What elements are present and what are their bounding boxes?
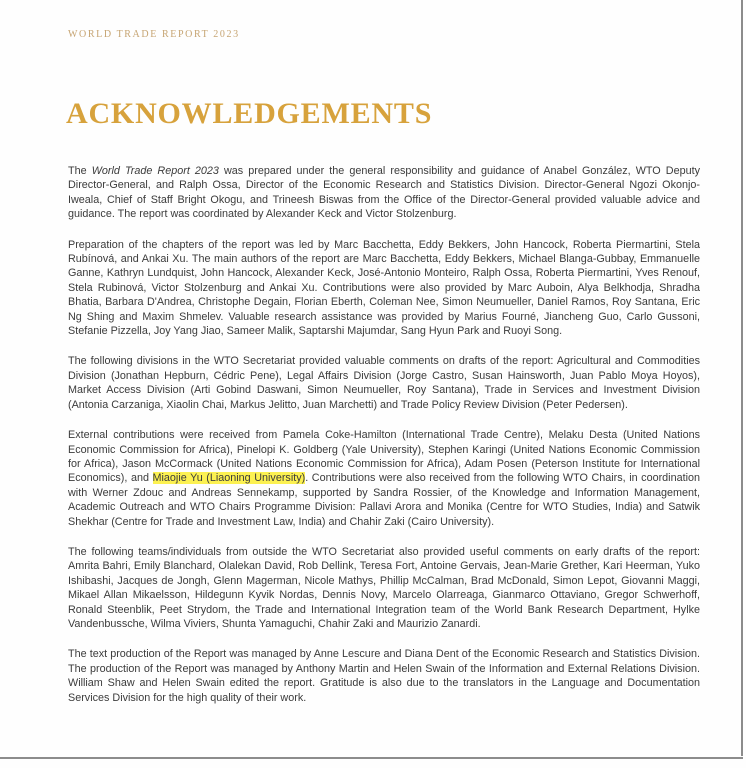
page-edge-right [741,0,743,756]
page-title: ACKNOWLEDGEMENTS [66,97,433,130]
text-segment: The [68,165,92,177]
text-segment: Preparation of the chapters of the report was led by Marc Bacchetta, Eddy Bekkers, John Hancock, Roberta Piermartini, Stela Rubínová, and Ankai Xu. The main authors of the report are Marc Bacchetta, Eddy Bekkers, Michael Blanga-Gubbay, Emmanuelle Ganne, Kathryn Lundquist, John Hancock, Alexander Keck, José-Antonio Monteiro, Ralph Ossa, Roberta Piermartini, Yves Renouf, Stela Rubinová, Victor Stolzenburg and Ankai Xu. Contributions were also provided by Marc Auboin, Alya Belkhodja, Shradha Bhatia, Barbara D'Andrea, Christophe Degain, Florian Eberth, Coleman Nee, Simon Neumueller, Daniel Ramos, Roy Santana, Eric Ng Shing and Maxim Shmelev. Valuable research assistance was provided by Marius Fourné, Jiancheng Guo, Carlo Gussoni, Stefanie Pizzella, Joy Yang Jiao, Sameer Malik, Saptarshi Majumdar, Sang Hyun Park and Ruoyi Song. [68,238,700,338]
report-title-italic: World Trade Report 2023 [91,165,219,177]
paragraph [68,545,700,631]
paragraph [68,238,700,339]
paragraph [68,164,700,222]
running-header: WORLD TRADE REPORT 2023 [68,29,240,40]
paragraph [68,428,700,529]
text-segment: The following divisions in the WTO Secretariat provided valuable comments on drafts of the report: Agricultural and Commodities Division (Jonathan Hepburn, Cédric Pene), Legal Affairs Division (Jorge Castro, Susan Hainsworth, Juan Pablo Moya Hoyos), Market Access Division (Arti Gobind Daswani, Simon Neumueller, Roy Santana), Trade in Services and Investment Division (Antonia Carzaniga, Xiaolin Chai, Markus Jelitto, Juan Marchetti) and Trade Policy Review Division (Peter Pedersen). [68,355,700,411]
text-segment: External contributions were received from Pamela Coke-Hamilton (International Trade Centre), Melaku Desta (United Nations Economic Commission for Africa), Pinelopi K. Goldberg (Yale University), Stephen Karingi (United Nations Economic Commission for Africa), Jason McCormack (United Nations Economic Commission for Africa), Adam Posen (Peterson Institute for International Economics), and [68,429,700,485]
text-segment: The following teams/individuals from outside the WTO Secretariat also provided useful comments on early drafts of the report: Amrita Bahri, Emily Blanchard, Olalekan David, Rob Dellink, Teresa Fort, Antoine Gervais, Jean-Marie Grether, Kari Heerman, Yuko Ishibashi, Jacques de Jongh, Glenn Magerman, Nicole Mathys, Phillip McCalman, Brad McDonald, Simon Lepot, Giovanni Maggi, Mikael Allan Mikaelsson, Hildegunn Kyvik Nordas, Dennis Novy, Marcelo Olarreaga, Gianmarco Ottaviano, Gregor Schwerhoff, Ronald Steenblik, Peet Strydom, the Trade and International Integration team of the World Bank Research Department, Hylke Vandenbussche, Wilma Viviers, Shunta Yamaguchi, Chahir Zaki and Maurizio Zanardi. [68,545,700,630]
body-text [68,164,700,721]
text-segment: The text production of the Report was managed by Anne Lescure and Diana Dent of the Economic Research and Statistics Division. The production of the Report was managed by Anthony Martin and Helen Swain of the Information and External Relations Division. William Shaw and Helen Swain edited the report. Gratitude is also due to the translators in the Language and Documentation Services Division for the high quality of their work. [68,648,700,704]
paragraph [68,647,700,705]
highlighted-text: Miaojie Yu (Liaoning University) [152,472,306,485]
page-edge-bottom [0,757,743,759]
paragraph [68,354,700,412]
text-segment: . Contributions were also received from the following WTO Chairs, in coordination with Werner Zdouc and Andreas Sennekamp, supported by Sandra Rossier, of the Knowledge and Information Management, Academic Outreach and WTO Chairs Programme Division: Pallavi Arora and Monika (Centre for WTO Studies, India) and Satwik Shekhar (Centre for Trade and Investment Law, India) and Chahir Zaki (Cairo University). [68,472,700,528]
text-segment: was prepared under the general responsibility and guidance of Anabel González, WTO Deputy Director-General, and Ralph Ossa, Director of the Economic Research and Statistics Division. Director-General Ngozi Okonjo-Iweala, Chief of Staff Bright Okogu, and Trineesh Biswas from the Office of the Director-General provided valuable advice and guidance. The report was coordinated by Alexander Keck and Victor Stolzenburg. [68,165,700,221]
